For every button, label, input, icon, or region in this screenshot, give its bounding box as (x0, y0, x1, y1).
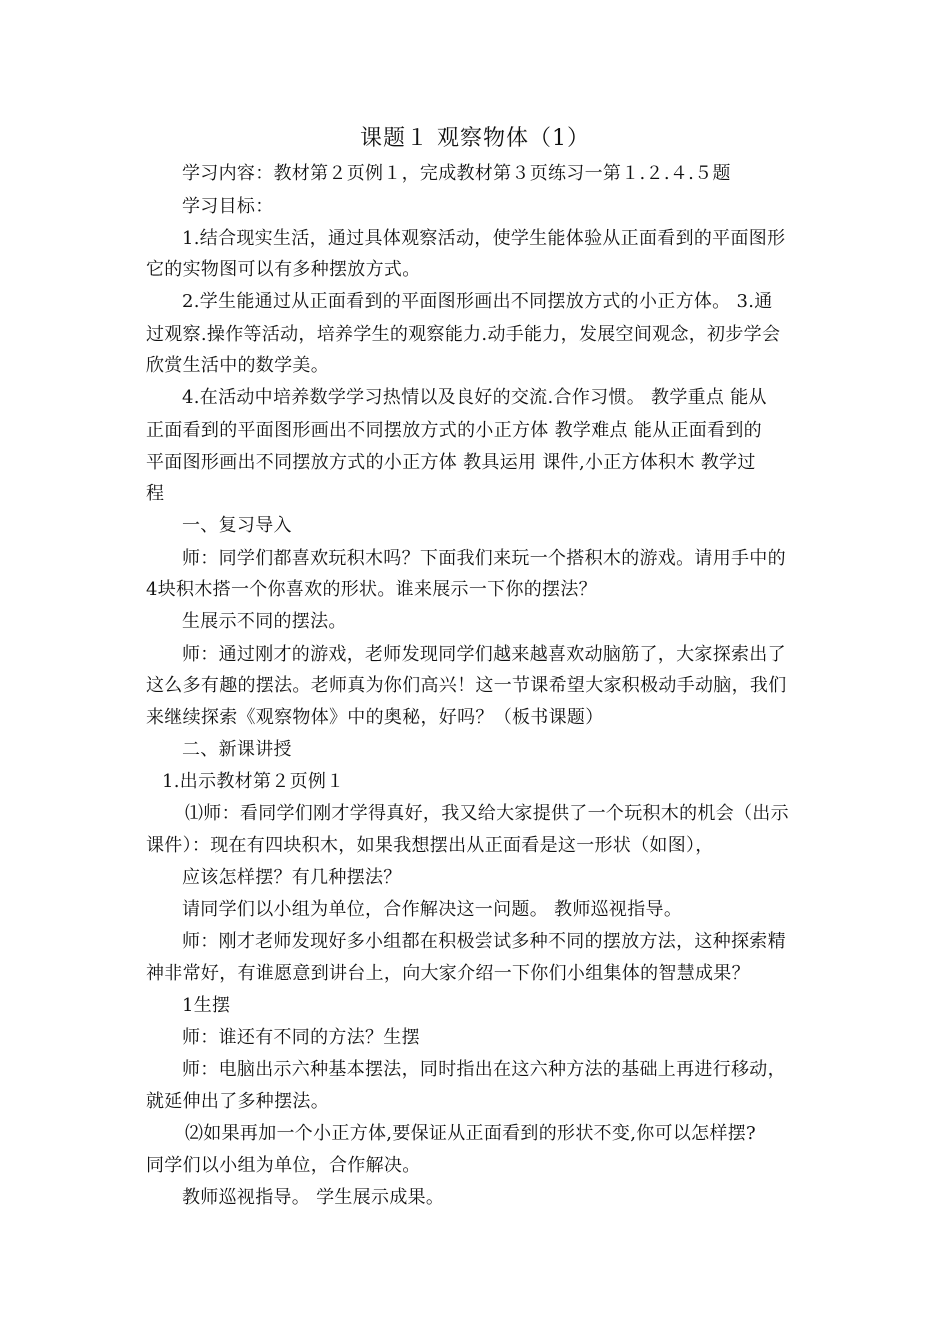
text-line: 程 (146, 483, 165, 504)
text-line: 过观察.操作等活动，培养学生的观察能力.动手能力，发展空间观念，初步学会 (146, 324, 781, 345)
document-title: 课题１ 观察物体（1） (360, 126, 590, 151)
text-line: 师：电脑出示六种基本摆法，同时指出在这六种方法的基础上再进行移动， (182, 1059, 786, 1080)
text-line: 这么多有趣的摆法。老师真为你们高兴！这一节课希望大家积极动手动脑，我们 (146, 675, 787, 696)
text-line: 平面图形画出不同摆放方式的小正方体 教具运用 课件,小正方体积木 教学过 (146, 452, 756, 473)
text-line: 正面看到的平面图形画出不同摆放方式的小正方体 教学难点 能从正面看到的 (146, 420, 762, 441)
text-line: 师：谁还有不同的方法？生摆 (182, 1027, 420, 1048)
text-line: 1生摆 (182, 995, 231, 1016)
text-line: 来继续探索《观察物体》中的奥秘，好吗？（板书课题） (146, 707, 604, 728)
text-line: 应该怎样摆？有几种摆法？ (182, 867, 402, 888)
text-line: 师：通过刚才的游戏，老师发现同学们越来越喜欢动脑筋了，大家探索出了 (182, 644, 786, 665)
text-line: 它的实物图可以有多种摆放方式。 (146, 259, 421, 280)
text-line: 师：刚才老师发现好多小组都在积极尝试多种不同的摆放方法，这种探索精 (182, 931, 786, 952)
text-line: 同学们以小组为单位，合作解决。 (146, 1155, 421, 1176)
text-line: 4.在活动中培养数学学习热情以及良好的交流.合作习惯。 教学重点 能从 (182, 387, 767, 408)
text-line: ⑵如果再加一个小正方体,要保证从正面看到的形状不变,你可以怎样摆? (185, 1123, 756, 1144)
text-line: 欣赏生活中的数学美。 (146, 355, 329, 376)
text-line: 4块积木搭一个你喜欢的形状。谁来展示一下你的摆法？ (146, 579, 597, 600)
text-line: 1.结合现实生活，通过具体观察活动，使学生能体验从正面看到的平面图形 (182, 228, 786, 249)
text-line: 生展示不同的摆法。 (182, 611, 347, 632)
text-line: 1.出示教材第２页例１ (162, 771, 345, 792)
text-line: 学习目标： (182, 196, 274, 217)
text-line: 学习内容：教材第２页例１，完成教材第３页练习一第１.２.４.５题 (182, 163, 731, 184)
text-line: ⑴师：看同学们刚才学得真好，我又给大家提供了一个玩积木的机会（出示 (185, 803, 789, 824)
text-line: 2.学生能通过从正面看到的平面图形画出不同摆放方式的小正方体。 3.通 (182, 291, 773, 312)
section-heading: 一、复习导入 (182, 515, 292, 536)
text-line: 教师巡视指导。 学生展示成果。 (182, 1187, 445, 1208)
section-heading: 二、新课讲授 (182, 739, 292, 760)
text-line: 请同学们以小组为单位，合作解决这一问题。 教师巡视指导。 (182, 899, 683, 920)
text-line: 师：同学们都喜欢玩积木吗？下面我们来玩一个搭积木的游戏。请用手中的 (182, 548, 786, 569)
text-line: 神非常好，有谁愿意到讲台上，向大家介绍一下你们小组集体的智慧成果？ (146, 963, 750, 984)
text-line: 课件）：现在有四块积木，如果我想摆出从正面看是这一形状（如图）， (146, 835, 714, 856)
text-line: 就延伸出了多种摆法。 (146, 1091, 329, 1112)
